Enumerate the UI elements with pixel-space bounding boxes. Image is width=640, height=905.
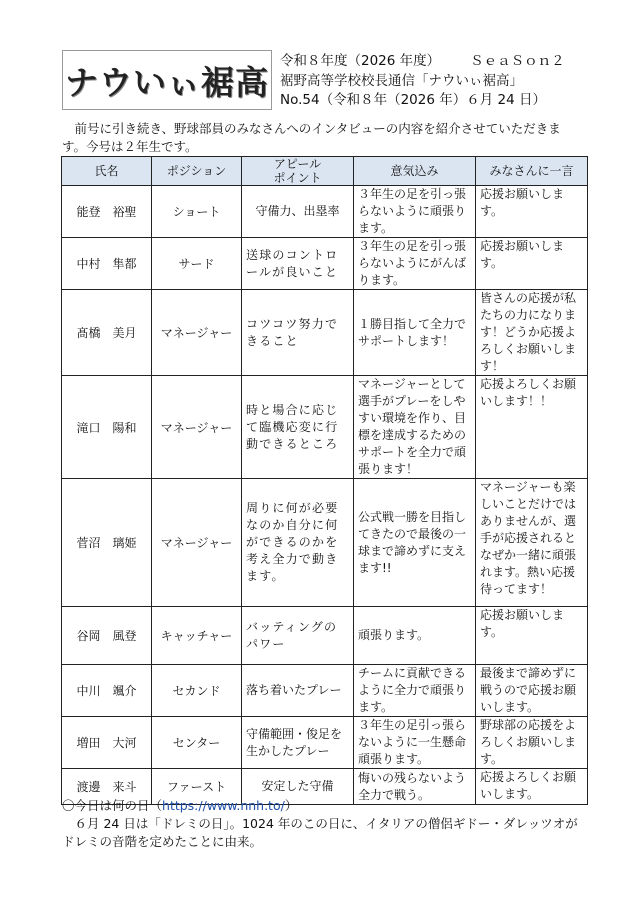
cell-motivation: 頑張ります。: [354, 607, 476, 665]
cell-appeal: 送球のコントロールが良いこと: [242, 238, 354, 290]
cell-position: ショート: [152, 186, 242, 238]
cell-motivation: チームに貢献できるように全力で頑張ります。: [354, 665, 476, 717]
table-row: [62, 376, 588, 479]
cell-name: 増田 大河: [62, 717, 152, 769]
cell-position: マネージャー: [152, 479, 242, 607]
header-appeal-line1: アピール: [273, 157, 322, 171]
cell-name: 滝口 陽和: [62, 376, 152, 479]
cell-position: キャッチャー: [152, 607, 242, 665]
cell-appeal: 落ち着いたプレー: [242, 665, 354, 717]
cell-message: 皆さんの応援が私たちの力になります！どうか応援よろしくお願いします！: [476, 290, 588, 376]
table-row: [62, 717, 588, 769]
table-row: [62, 186, 588, 238]
cell-motivation: 公式戦一勝を目指してきたので最後の一球まで諦めずに支えます!!: [354, 479, 476, 607]
cell-message: 最後まで諦めずに戦うので応援お願いします。: [476, 665, 588, 717]
header-position: ポジション: [152, 157, 242, 186]
cell-motivation: １勝目指して全力でサポートします！: [354, 290, 476, 376]
cell-appeal: コツコツ努力できること: [242, 290, 354, 376]
cell-appeal: 守備力、出塁率: [242, 186, 354, 238]
table-header-row: [62, 157, 588, 186]
fiscal-year: 令和８年度（2026 年度）: [280, 53, 441, 69]
newsletter-header: [62, 50, 577, 114]
cell-position: セカンド: [152, 665, 242, 717]
header-motivation: 意気込み: [354, 157, 476, 186]
header-info: [280, 50, 565, 114]
header-message: みなさんに一言: [476, 157, 588, 186]
cell-message: 野球部の応援をよろしくお願いします。: [476, 717, 588, 769]
header-line-fiscal-year: [280, 52, 565, 72]
header-line-title: 裾野高等学校校長通信「ナウいぃ裾高」: [280, 72, 523, 89]
cell-message: 応援よろしくお願いします。: [476, 769, 588, 805]
table-row: [62, 290, 588, 376]
cell-appeal: 安定した守備: [242, 769, 354, 805]
cell-appeal: 時と場合に応じて臨機応変に行動できるところ: [242, 376, 354, 479]
cell-motivation: ３年生の足を引っ張らないようにがんばります。: [354, 238, 476, 290]
header-name: 氏名: [62, 157, 152, 186]
cell-name: 中村 隼都: [62, 238, 152, 290]
cell-message: 応援お願いします。: [476, 238, 588, 290]
cell-name: 谷岡 風登: [62, 607, 152, 665]
today-text: ６月 24 日は「ドレミの日」。1024 年のこの日に、イタリアの僧侶ギドー・ダレッツオがドレミの音階を定めたことに由来。: [62, 816, 578, 849]
today-heading: [62, 797, 582, 815]
cell-message: マネージャーも楽しいことだけではありませんが、選手が応援されるとなぜか一緒に頑張れます。熱い応援待ってます！: [476, 479, 588, 607]
intro-text: 前号に引き続き、野球部員のみなさんへのインタビューの内容を紹介させていただきます。今号は２年生です。: [62, 121, 561, 154]
cell-motivation: 悔いの残らないよう全力で戦う。: [354, 769, 476, 805]
cell-name: 渡邊 来斗: [62, 769, 152, 805]
cell-motivation: ３年生の足を引っ張らないように頑張ります。: [354, 186, 476, 238]
interview-table: [61, 156, 588, 805]
today-source-link[interactable]: https://www.nnh.to/: [162, 798, 285, 813]
today-section: [62, 797, 582, 851]
cell-position: センター: [152, 717, 242, 769]
cell-message: 応援お願いします。: [476, 607, 588, 665]
cell-name: 能登 裕聖: [62, 186, 152, 238]
cell-position: マネージャー: [152, 376, 242, 479]
season-label: ＳｅａＳｏｎ２: [470, 53, 565, 69]
cell-position: サード: [152, 238, 242, 290]
today-heading-suffix: ）: [284, 798, 298, 813]
cell-name: 髙橋 美月: [62, 290, 152, 376]
header-appeal: [242, 157, 354, 186]
header-appeal-line2: ポイント: [273, 171, 322, 185]
cell-appeal: 守備範囲・俊足を生かしたプレー: [242, 717, 354, 769]
today-heading-prefix: 〇今日は何の日（: [62, 798, 163, 813]
newsletter-logo: [62, 50, 272, 110]
logo-text: ナウいぃ裾高: [65, 62, 269, 102]
cell-name: 中川 颯介: [62, 665, 152, 717]
cell-appeal: 周りに何が必要なのか自分に何ができるのかを考え全力で動きます。: [242, 479, 354, 607]
table-row: [62, 238, 588, 290]
table-row: [62, 665, 588, 717]
header-line-issue: No.54（令和８年（2026 年）６月 24 日）: [280, 92, 546, 108]
cell-message: 応援よろしくお願いします！！: [476, 376, 588, 479]
table-row: [62, 607, 588, 665]
cell-position: ファースト: [152, 769, 242, 805]
cell-motivation: マネージャーとして選手がプレーをしやすい環境を作り、目標を達成するためのサポートを全力で頑張ります！: [354, 376, 476, 479]
table-row: [62, 479, 588, 607]
cell-message: 応援お願いします。: [476, 186, 588, 238]
cell-motivation: ３年生の足引っ張らないように一生懸命頑張ります。: [354, 717, 476, 769]
cell-appeal: バッティングのパワー: [242, 607, 354, 665]
cell-position: マネージャー: [152, 290, 242, 376]
intro-section: [62, 120, 582, 156]
cell-name: 菅沼 璃姫: [62, 479, 152, 607]
